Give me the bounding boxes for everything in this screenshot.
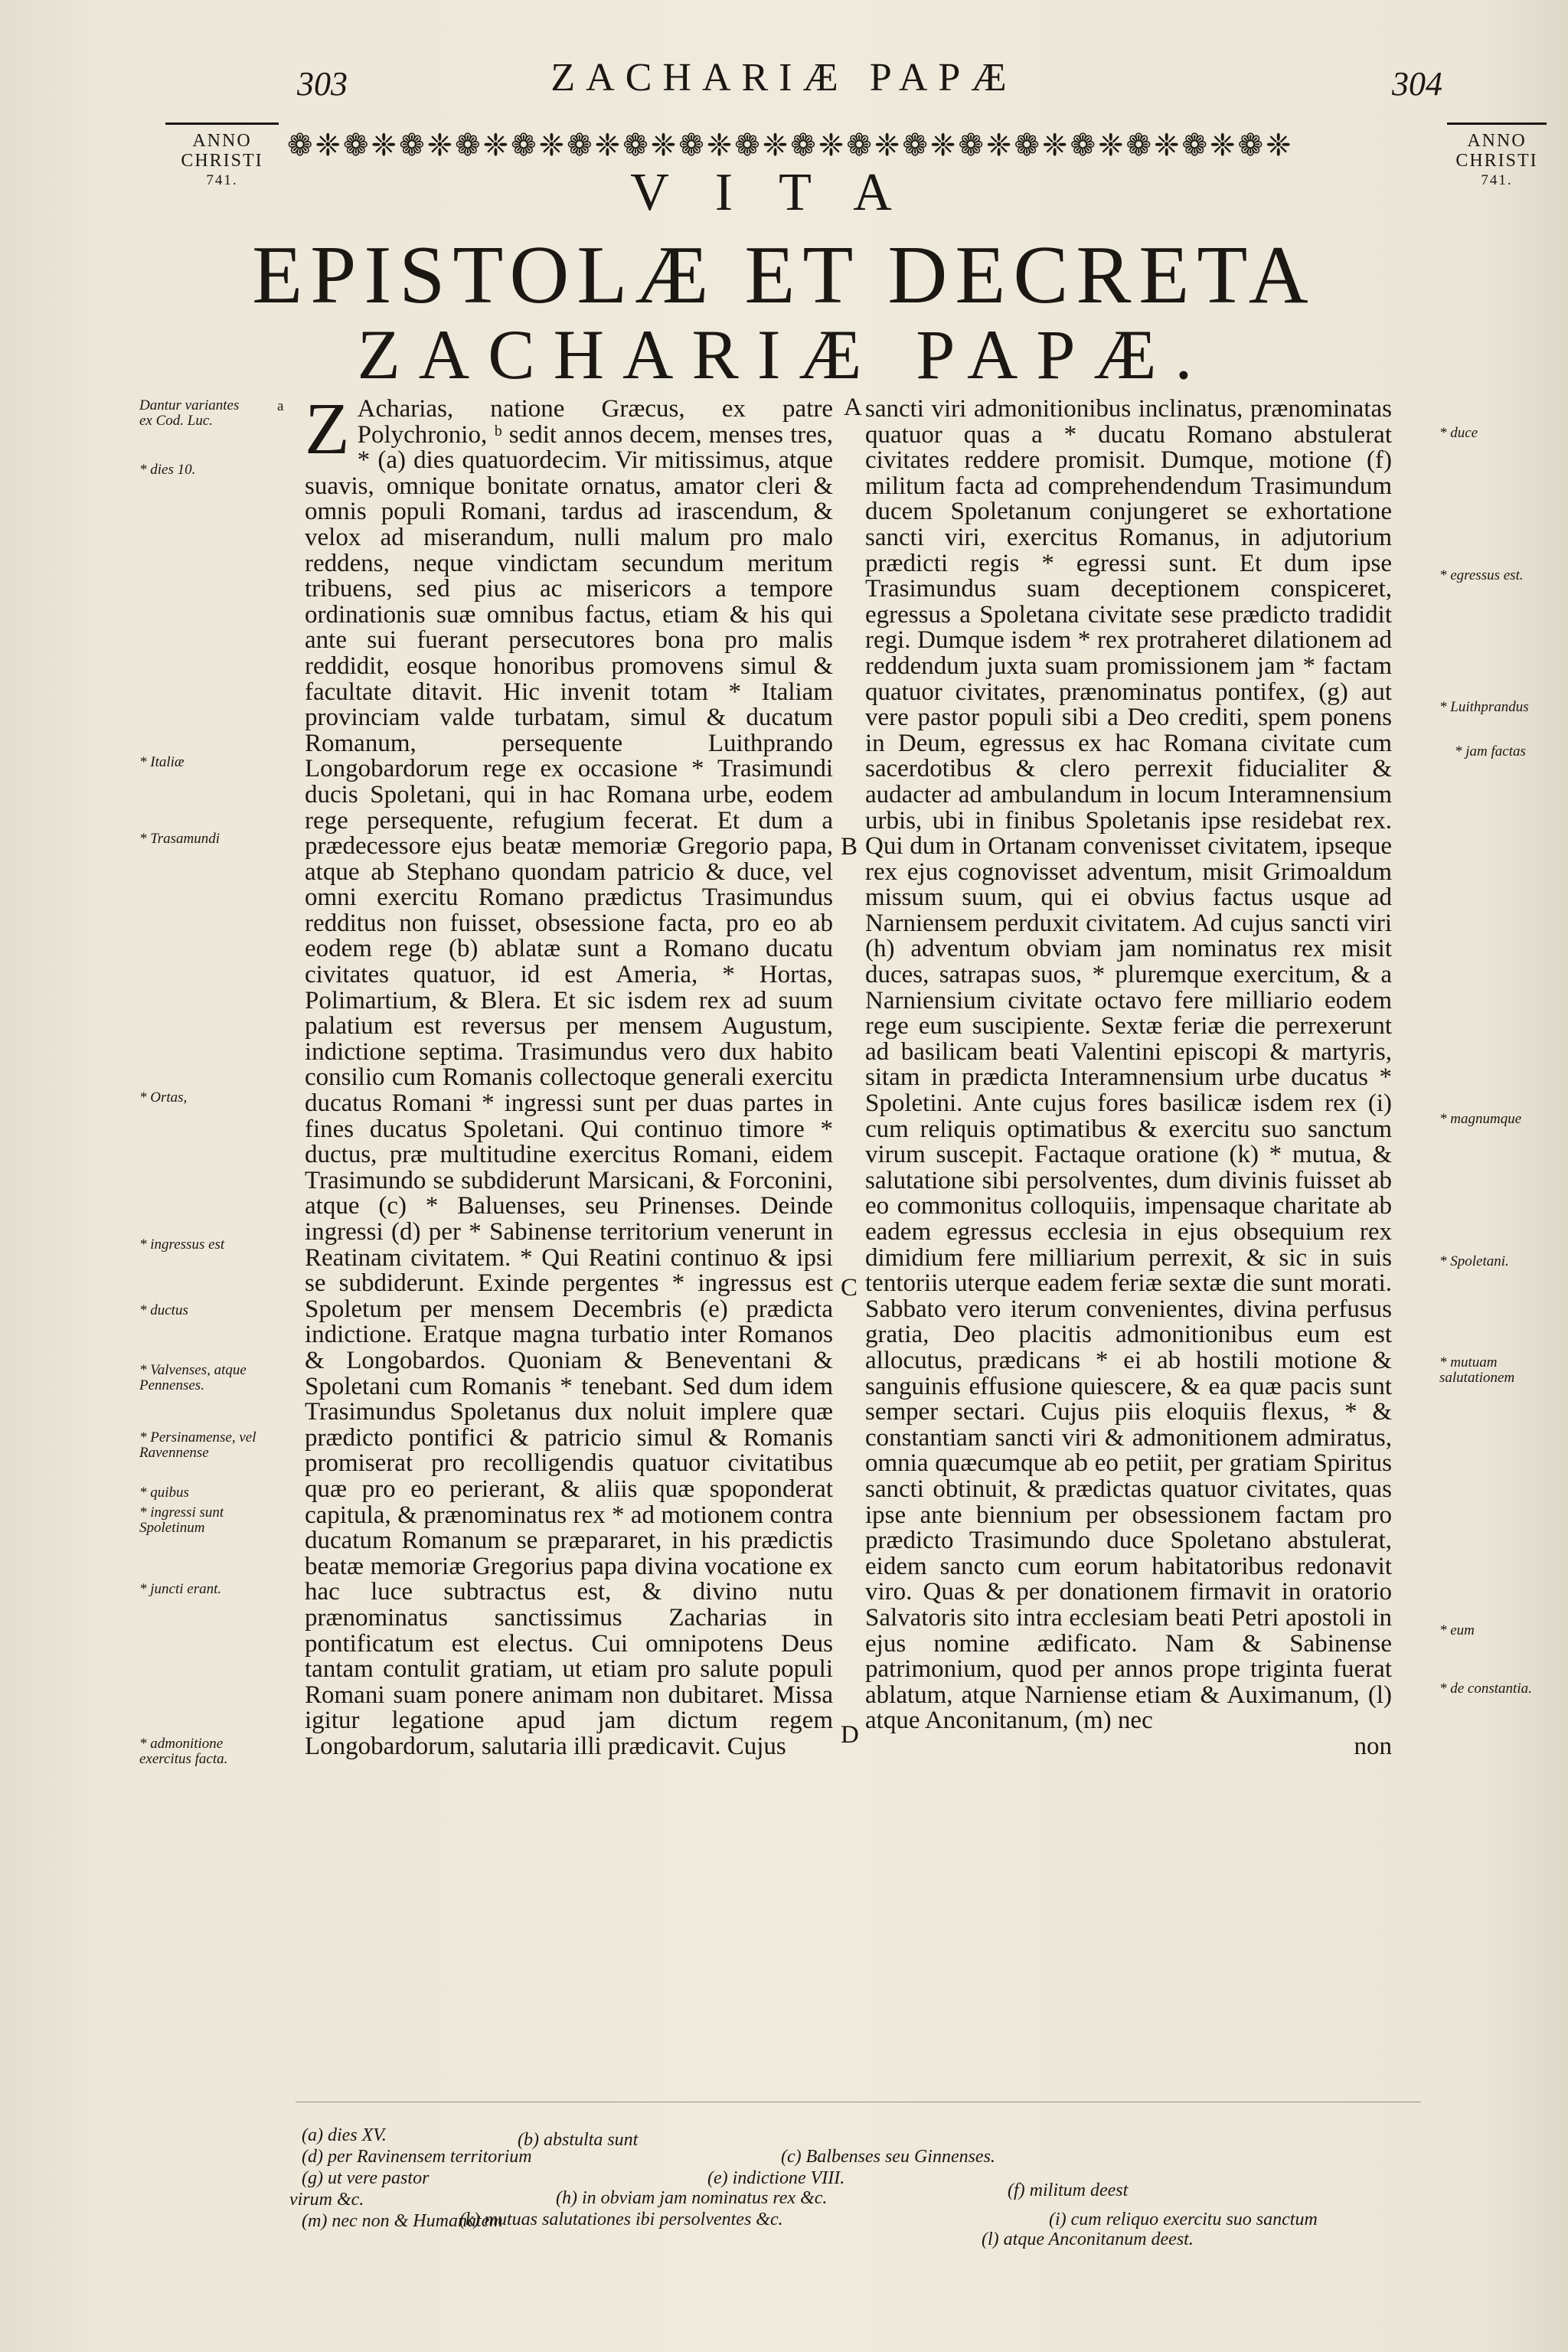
margin-note-right: * Spoletani. xyxy=(1439,1253,1509,1269)
body-text: Acharias, natione Græcus, ex patre Polychronio, ᵇ sedit annos decem, menses tres, * (a) dies quatuordecim. Vir mitissimus, atque suavis, omnique bonitate ornatus, amator cleri & omnis populi Romani, tardus ad irascendum, & velox ad miserandum, nulli malum pro malo reddens, neque vindictam secundum meritum tribuens, sed pius ac misericors a tempore ordinationis suæ omnibus factus, etiam & his qui ante sui fuerant persecutores bona pro malis reddidit, eosque honoribus promovens simul & facultate ditavit. Hic invenit totam * Italiam provinciam valde turbatam, simul & ducatum Romanum, persequente Luithprando Longobardorum rege ex occasione * Trasimundi ducis Spoletani, qui in hac Romana urbe, eodem rege persequente, refugium fecerat. Et dum a prædecessore ejus beatæ memoriæ Gregorio papa, atque ab Stephano quondam patricio & duce, vel omni exercitu Romano prædictus Trasimundus redditus non fuisset, obsessione facta, pro eo ab eodem rege (b) ablatæ sunt a Romano ducatu civitates quatuor, id est Ameria, * Hortas, Polimartium, & Blera. Et sic isdem rex ad suum palatium est reversus per mensem Augustum, indictione septima. Trasimundus vero dux habito consilio cum Romanis collectoque generali exercitu ducatus Romani * ingressi sunt per duas partes in fines ducatus Spoletani. Qui continuo timore * ductus, præ multitudine exercitus Romani, eidem Trasimundo se subdiderunt Marsicani, & Forconini, atque (c) * Baluenses, seu Prinenses. Deinde ingressi (d) per * Sabinense territorium venerunt in Reatinam civitatem. * Qui Reatini continuo & ipsi se subdiderunt. Exinde pergentes * ingressus est Spoletum per mensem Decembris (e) prædicta indictione. Eratque magna turbatio inter Romanos & Longobardos. Quoniam & Beneventani & Spoletani cum Romanis * tenebant. Sed dum idem Trasimundus Spoletanus dux noluit implere quæ prædicto pontifici & patricio simul & Romanis promiserat pro recolligendis quatuor civitatibus quæ pro eo perierant, & aliis quæ spoponderat capitula, & prænominatus rex * ad motionem contra ducatum Romanum se præpararet, in his prædictis beatæ memoriæ Gregorius papa divina vocatione ex hac luce subtractus est, & divino nutu prænominatus sanctissimus Zacharias in pontificatum est electus. Cui omnipotens Deus tantam contulit gratiam, ut etiam pro salute populi Romani suam ponere animam non dubitaret. Missa igitur legatione apud jam dictum regem Longobardorum, salutaria illi prædicavit. Cujus xyxy=(305,395,833,1760)
margin-note-right: * eum xyxy=(1439,1622,1475,1638)
margin-note-left: * Italiæ xyxy=(139,754,185,770)
footnote: (g) ut vere pastor xyxy=(302,2168,430,2188)
paragraph xyxy=(865,397,1392,1734)
margin-note-left: * Ortas, xyxy=(139,1089,188,1106)
catchword: non xyxy=(1354,1732,1392,1760)
text-column-right xyxy=(865,397,1392,2081)
margin-note-left: Dantur variantes ex Cod. Luc. xyxy=(139,397,240,429)
body-text: sancti viri admonitionibus inclinatus, prænominatas quatuor quas a * ducatu Romano abstulerat civitates reddere promisit. Dumque, motione (f) militum facta ad comprehendendum Trasimundum ducem Spoletanum conjungeret se exhortatione sancti viri, exercitus Romanus, in adjutorium prædicti regis * egressi sunt. Et dum ipse Trasimundus suam deceptionem conspiceret, egressus a Spoletana civitate sese prædicto tradidit regi. Dumque isdem * rex protraheret dilationem ad reddendum juxta suam promissionem jam * factam quatuor civitates, prænominatus pontifex, (g) aut vere pastor populi sibi a Deo crediti, spem ponens in Deum, egressus ex hac Romana civitate cum sacerdotibus & clero perrexit fiducialiter & audacter ad ambulandum in locum Interamnensium urbis, ubi in finibus Spoletanis ipse residebat rex. Qui dum in Ortanam convenisset civitatem, ipseque rex ejus cognovisset adventum, misit Grimoaldum missum suum, qui ei obvius factus usque ad Narniensem perduxit civitatem. Ad cujus sancti viri (h) adventum obviam jam nominatus rex misit duces, satrapas suos, * pluremque exercitum, & a Narniensium civitate octavo fere milliario eodem rege eum suscipiente. Sextæ feriæ die perrexerunt ad basilicam beati Valentini episcopi & martyris, sitam in prædicta Interamnensium urbe ducatus * Spoletini. Ante cujus fores basilicæ isdem rex (i) cum reliquis optimatibus & exercitu suo sanctum virum suscepit. Factaque oratione (k) * mutua, & salutatione sibi persolventes, dum divinis fuisset ab eo commonitus colloquiis, impensaque charitate ab eadem egressus ecclesia in ejus obsequium rex dimidium fere milliarium perrexit, & sic in suis tentoriis uterque eadem feriæ sextæ die sunt morati. Sabbato vero iterum convenientes, divina perfusus gratia, Deo placitis admonitionibus eum est allocutus, prædicans * ei ab hostili motione & sanguinis effusione quiescere, & ea quæ pacis sunt semper sectari. Cujus piis eloquiis flexus, * & constantiam sancti viri & admonitionem admiratus, omnia quæcumque ab eo petiit, per gratiam Spiritus sancti obtinuit, & prædictas quatuor civitates, quas ipse ante biennium per obsessionem factam pro prædicto Trasimundo duce Spoletano abstulerat, eidem sancto cum eorum habitatoribus redonavit viro. Quas & per donationem firmavit in oratorio Salvatoris sito intra ecclesiam beati Petri apostoli in ejus nomine ædificato. Nam & Sabinense patrimonium, quod per annos prope triginta fuerat ablatum, atque Narniense etiam & Auximanum, (l) atque Anconitanum, (m) nec xyxy=(865,395,1392,1735)
margin-note-left: * ingressi sunt Spoletinum xyxy=(139,1504,224,1536)
margin-note-right: * magnumque xyxy=(1439,1111,1522,1127)
paragraph xyxy=(305,387,833,1760)
footnote-marker: a xyxy=(277,398,284,414)
running-title: ZACHARIÆ PAPÆ xyxy=(550,56,1018,100)
anno-rule xyxy=(1447,122,1547,125)
section-letter: C xyxy=(841,1274,858,1302)
text-column-left xyxy=(305,387,833,2081)
footnote: (m) nec non & Humanatem xyxy=(302,2211,503,2231)
margin-note-right: * jam factas xyxy=(1455,743,1526,760)
margin-note-left: * admonitione exercitus facta. xyxy=(139,1736,228,1767)
margin-note-right: * Luithprandus xyxy=(1439,699,1529,715)
ornament-band: ❁❈❁❈❁❈❁❈❁❈❁❈❁❈❁❈❁❈❁❈❁❈❁❈❁❈❁❈❁❈❁❈❁❈❁❈ xyxy=(287,128,1294,162)
christi-label: CHRISTI xyxy=(181,151,263,171)
margin-note-left: * Persinamense, vel Ravennense xyxy=(139,1429,256,1461)
section-letter: A xyxy=(844,394,862,421)
footnote: (d) per Ravinensem territorium xyxy=(302,2147,532,2167)
footnote: (h) in obviam jam nominatus rex &c. xyxy=(556,2188,828,2208)
page-number-right: 304 xyxy=(1392,65,1442,103)
margin-note-left: * dies 10. xyxy=(139,462,196,478)
margin-note-right: * de constantia. xyxy=(1439,1681,1532,1697)
anno-label: ANNO xyxy=(192,131,252,151)
footnote: (k) mutuas salutationes ibi persolventes &c. xyxy=(459,2210,783,2230)
anno-year: 741. xyxy=(206,172,238,188)
footnote: (e) indictione VIII. xyxy=(707,2168,845,2188)
footnotes-block xyxy=(289,2102,1421,2256)
footnote: (l) atque Anconitanum deest. xyxy=(982,2230,1194,2249)
footnote: virum &c. xyxy=(289,2190,364,2210)
anno-label: ANNO xyxy=(1467,131,1527,151)
footnote: (a) dies XV. xyxy=(302,2125,387,2145)
margin-note-left: * ductus xyxy=(139,1302,188,1318)
footnote: (c) Balbenses seu Ginnenses. xyxy=(781,2147,995,2167)
margin-note-right: * egressus est. xyxy=(1439,567,1524,583)
title-zachariae: ZACHARIÆ PAPÆ. xyxy=(357,315,1211,394)
margin-note-left: * ingressus est xyxy=(139,1236,225,1253)
drop-cap: Z xyxy=(305,387,350,469)
title-vita: VITA xyxy=(630,163,938,222)
margin-note-left: * Valvenses, atque Pennenses. xyxy=(139,1362,247,1393)
margin-note-left: * Trasamundi xyxy=(139,831,220,847)
footnote: (b) abstulta sunt xyxy=(518,2130,639,2150)
section-letter: D xyxy=(841,1721,859,1749)
title-epistolae: EPISTOLÆ ET DECRETA xyxy=(252,230,1316,321)
christi-label: CHRISTI xyxy=(1455,151,1538,171)
section-letter: B xyxy=(841,833,858,861)
margin-note-right: * mutuam salutationem xyxy=(1439,1354,1515,1386)
anno-year: 741. xyxy=(1481,172,1513,188)
margin-note-left: * quibus xyxy=(139,1485,189,1501)
margin-note-left: * juncti erant. xyxy=(139,1581,222,1597)
anno-rule xyxy=(165,122,279,125)
page-number-left: 303 xyxy=(297,65,348,103)
footnote: (i) cum reliquo exercitu suo sanctum xyxy=(1049,2210,1318,2230)
margin-note-right: * duce xyxy=(1439,425,1478,441)
footnote: (f) militum deest xyxy=(1008,2180,1129,2200)
